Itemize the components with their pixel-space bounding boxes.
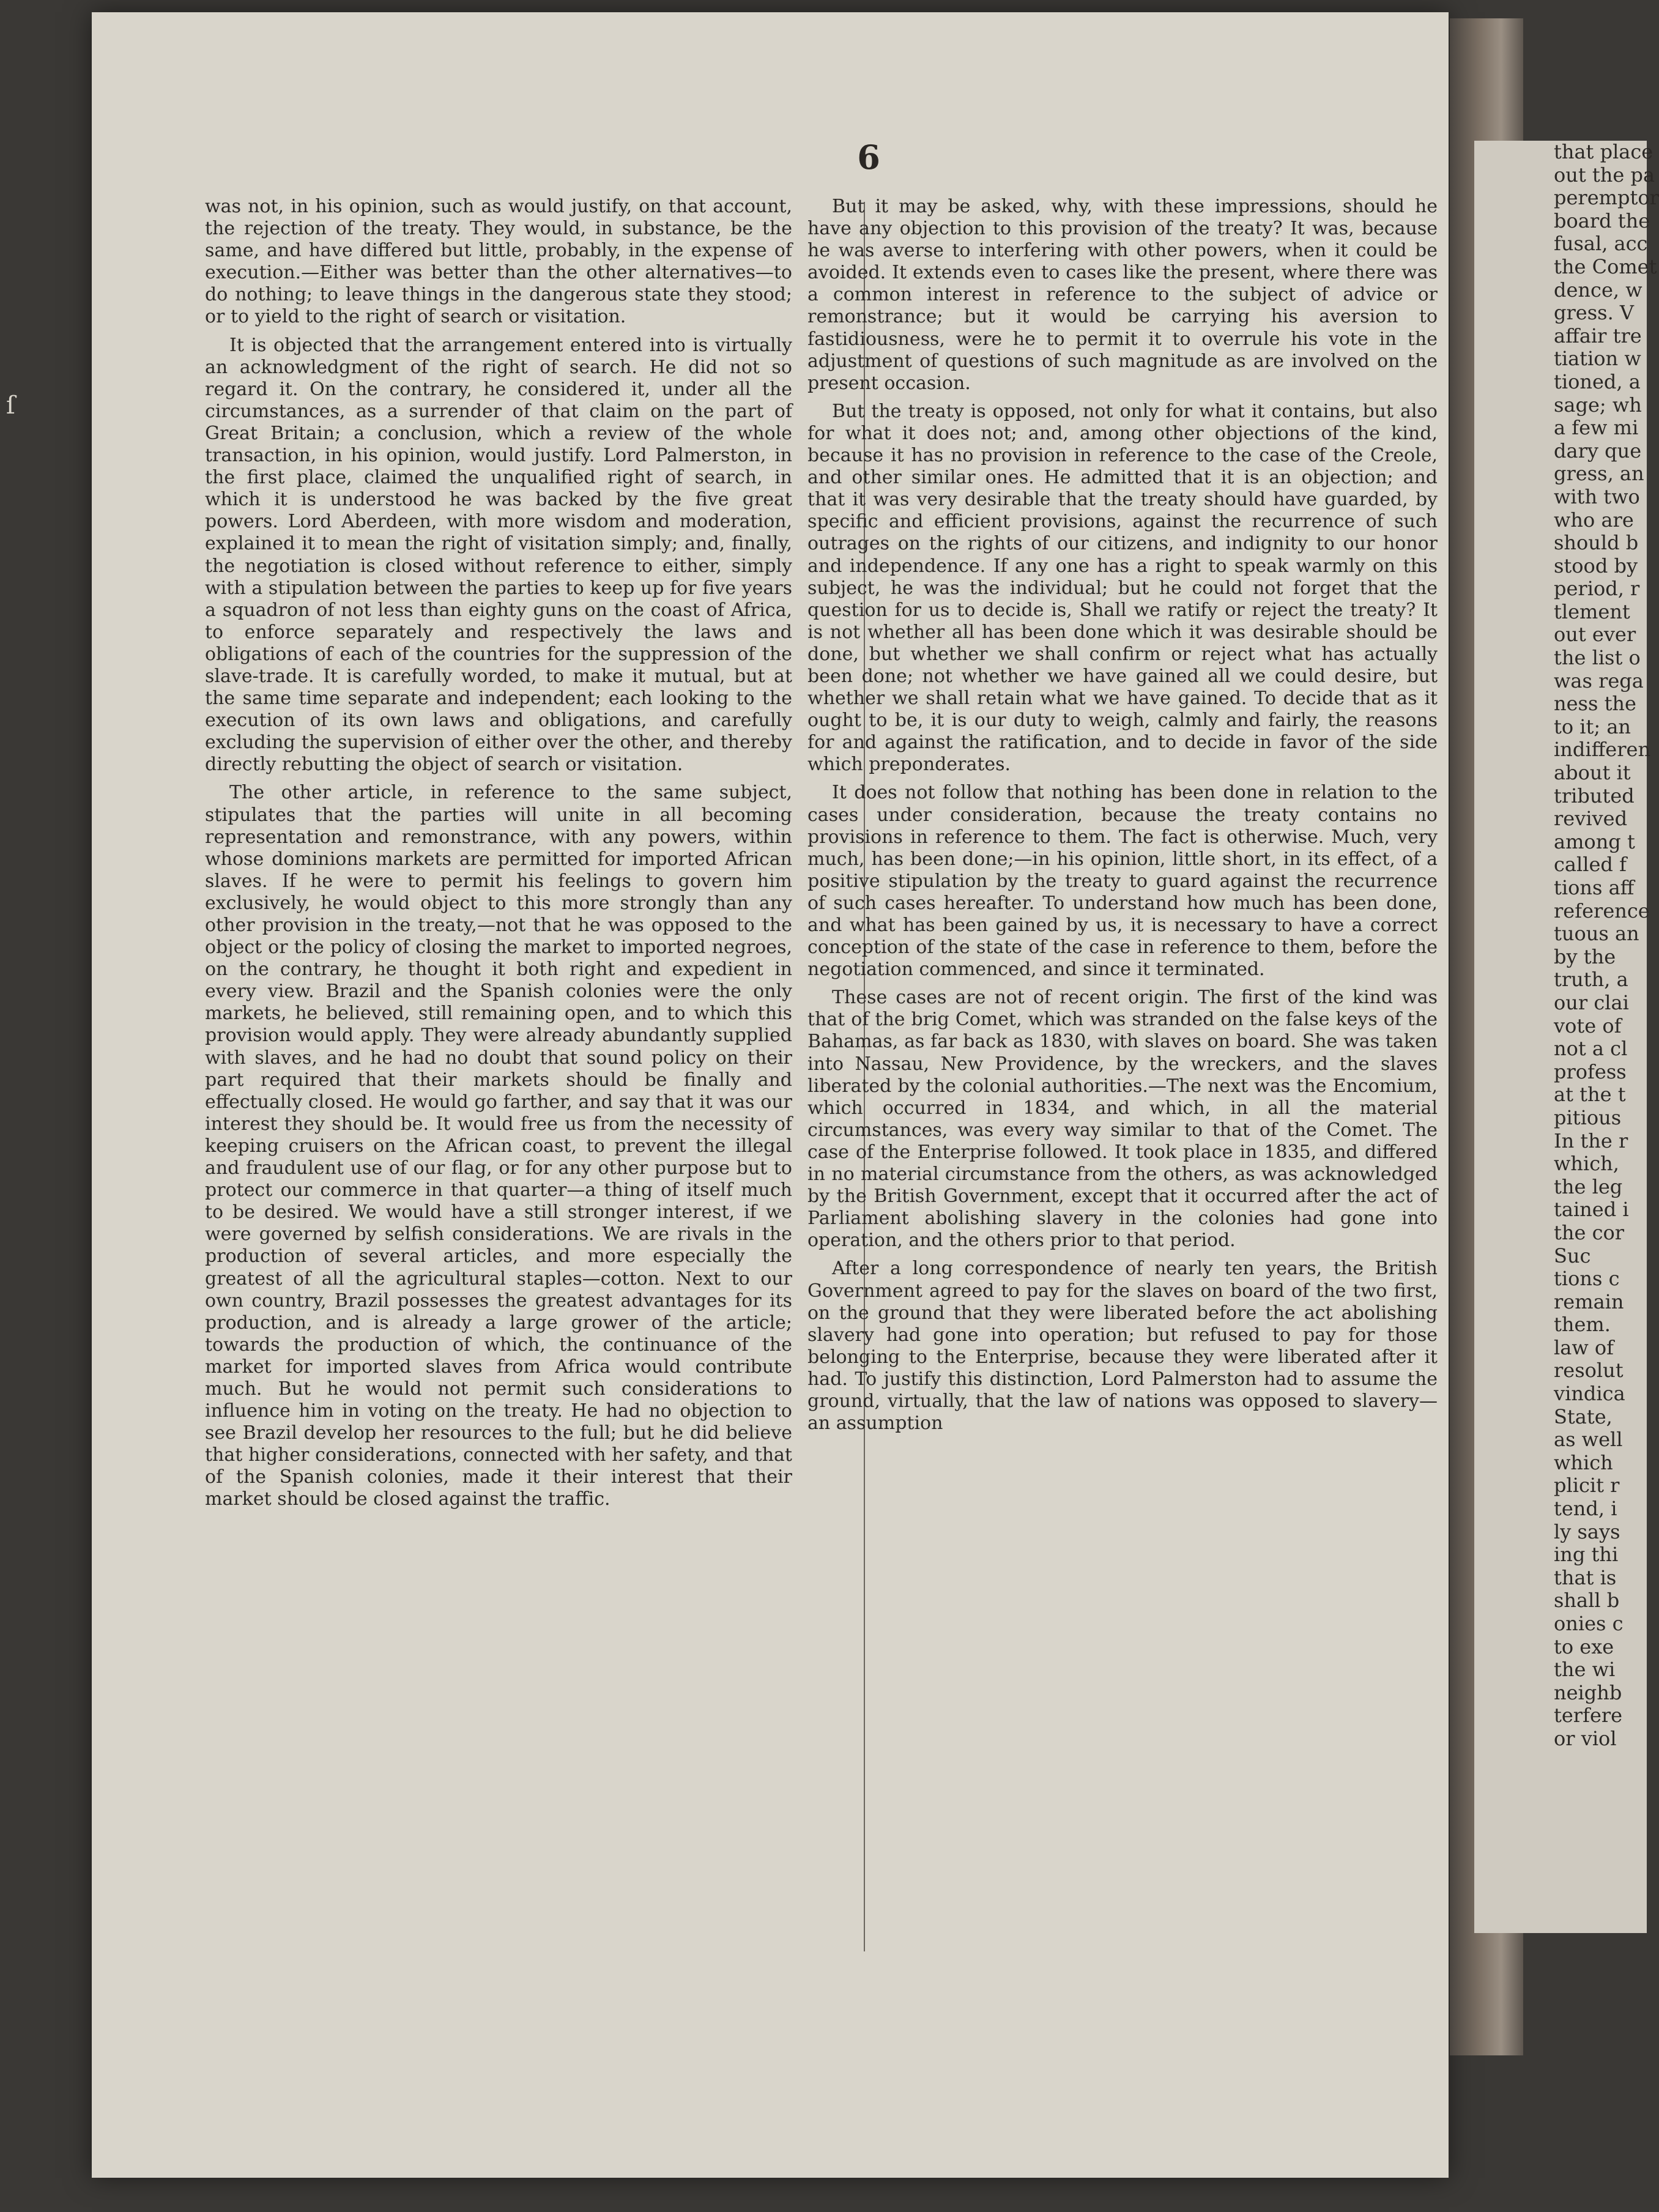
facing-line: about it [1554, 761, 1631, 785]
facing-line: remain [1554, 1290, 1624, 1313]
facing-line: tions aff [1554, 876, 1635, 899]
facing-line: the leg [1554, 1175, 1623, 1198]
facing-line: that is [1554, 1565, 1617, 1589]
facing-line: should b [1554, 531, 1639, 555]
facing-line: tiation w [1554, 347, 1641, 371]
facing-line: tioned, a [1554, 369, 1641, 393]
facing-line: period, r [1554, 577, 1640, 601]
facing-line: vote of [1554, 1014, 1622, 1037]
facing-line: tions c [1554, 1267, 1620, 1291]
facing-line: ly says [1554, 1520, 1620, 1543]
facing-line: not a cl [1554, 1037, 1628, 1061]
facing-line: out ever [1554, 623, 1636, 647]
facing-line: at the t [1554, 1083, 1626, 1107]
facing-line: vindica [1554, 1382, 1625, 1406]
facing-line: was rega [1554, 669, 1644, 692]
facing-line: tlement [1554, 599, 1630, 623]
facing-line: to exe [1554, 1635, 1614, 1658]
facing-line: dence, w [1554, 278, 1642, 302]
facing-line: tend, i [1554, 1497, 1617, 1521]
facing-line: onies c [1554, 1612, 1624, 1635]
facing-line: called f [1554, 853, 1627, 877]
facing-line: or viol [1554, 1726, 1617, 1750]
paragraph: was not, in his opinion, such as would justify, on that account, the rejection of the treaty. They would, in substance, be the same, and have differed but little, probably, in the expense of execution.—Either was better than the other alternatives—to do nothing; to leave things in the dangerous state they stood; or to yield to the right of search or visitation. [205, 196, 792, 328]
paragraph: It is objected that the arrangement entered into is virtually an acknowledgment of the right of search. He did not so regard it. On the contrary, he considered it, under all the circumstances, as a surrender of that claim on the part of Great Britain; a conclusion, which a review of the whole transaction, in his opinion, would justify. Lord Palmerston, in the first place, claimed the unqualified right of search, in which it is understood he was backed by the five great powers. Lord Aberdeen, with more wisdom and moderation, explained it to mean the right of visitation simply; and, finally, the negotiation is closed without reference to either, simply with a stipulation between the parties to keep up for five years a squadron of not less than eighty guns on the coast of Africa, to enforce separately and respectively the laws and obligations of each of the countries for the suppression of the slave-trade. It is carefully worded, to make it mutual, but at the same time separate and independent; each looking to the execution of its own laws and obligations, and carefully excluding the supervision of either over the other, and thereby directly rebutting the object of search or visitation. [205, 334, 792, 776]
facing-line: tuous an [1554, 922, 1639, 946]
facing-line: the list o [1554, 646, 1641, 670]
facing-line: pitious [1554, 1105, 1622, 1129]
facing-line: a few mi [1554, 416, 1639, 440]
paragraph: But it may be asked, why, with these impressions, should he have any objection to this provision of the treaty? It was, because he was averse to interfering with other powers, when it could be avoided. It extends even to cases like the present, where there was a common interest in reference to the subject of advice or remonstrance; but it would be carrying his aversion to fastidiousness, were he to permit it to overrule his vote in the adjustment of questions of such magnitude as are involved on the present occasion. [807, 196, 1438, 394]
facing-line: among t [1554, 830, 1635, 853]
facing-line: fusal, acc [1554, 232, 1648, 256]
facing-line: them. [1554, 1313, 1611, 1337]
facing-line: peremptor [1554, 186, 1659, 210]
paragraph: The other article, in reference to the same subject, stipulates that the parties will unite in all becoming representation and remonstrance, with any powers, within whose dominions markets are permitted for imported African slaves. If he were to permit his feelings to govern him exclusively, he would object to this more strongly than any other provision in the treaty,—not that he was opposed to the object or the policy of closing the market to imported negroes, on the contrary, he thought it both right and expedient in every view. Brazil and the Spanish colonies were the only markets, he believed, still remaining open, and to which this provision would apply. They were already abundantly supplied with slaves, and he had no doubt that sound policy on their part required that their markets should be finally and effectually closed. He would go farther, and say that it was our interest they should be. It would free us from the necessity of keeping cruisers on the African coast, to prevent the illegal and fraudulent use of our flag, or for any other purpose but to protect our commerce in that quarter—a thing of itself much to be desired. We would have a still stronger interest, if we were governed by selfish considerations. We are rivals in the production of several articles, and more especially the greatest of all the agricultural staples—cotton. Next to our own country, Brazil possesses the greatest advantages for its production, and is already a large grower of the article; towards the production of which, the continuance of the market for imported slaves from Africa would contribute much. But he would not permit such considerations to influence him in voting on the treaty. He had no objection to see Brazil develop her resources to the full; but he did believe that higher considerations, connected with her safety, and that of the Spanish colonies, made it their interest that their market should be closed against the traffic. [205, 782, 792, 1510]
facing-line: gress. V [1554, 301, 1635, 325]
facing-line: tributed [1554, 784, 1635, 807]
facing-line: our clai [1554, 990, 1629, 1014]
facing-line: with two [1554, 484, 1640, 508]
facing-line: affair tre [1554, 324, 1642, 347]
paragraph: It does not follow that nothing has been done in relation to the cases under consideration, because the treaty contains no provisions in reference to them. The fact is otherwise. Much, very much, has been done;—in his opinion, little short, in its effect, of a positive stipulation by the treaty to guard against the recurrence of such cases hereafter. To understand how much has been done, and what has been gained by us, it is necessary to have a correct conception of the state of the case in reference to them, before the negotiation commenced, and since it terminated. [807, 782, 1438, 981]
facing-line: terfere [1554, 1704, 1623, 1728]
facing-line: State, [1554, 1405, 1613, 1428]
facing-line: law of [1554, 1335, 1614, 1359]
facing-line: dary que [1554, 439, 1642, 462]
page-number: 6 [857, 138, 880, 177]
facing-line: plicit r [1554, 1474, 1620, 1498]
facing-line: which [1554, 1450, 1613, 1474]
facing-line: as well [1554, 1428, 1623, 1452]
paragraph: These cases are not of recent origin. The first of the kind was that of the brig Comet, which was stranded on the false keys of the Bahamas, as far back as 1830, with slaves on board. She was taken into Nassau, New Providence, by the wreckers, and the slaves liberated by the colonial authorities.—The next was the Encomium, which occurred in 1834, and which, in all the material circumstances, was every way similar to that of the Comet. The case of the Enterprise followed. It took place in 1835, and differed in no material circumstance from the others, as was acknowledged by the British Government, except that it occurred after the act of Parliament abolishing slavery in the colonies had gone into operation, and the others prior to that period. [807, 987, 1438, 1252]
facing-line: which, [1554, 1152, 1619, 1176]
facing-line: the wi [1554, 1658, 1616, 1682]
facing-line: tained i [1554, 1198, 1629, 1222]
facing-line: gress, an [1554, 462, 1644, 486]
facing-line: In the r [1554, 1129, 1628, 1152]
facing-line: shall b [1554, 1589, 1620, 1613]
facing-line: sage; wh [1554, 393, 1642, 417]
facing-line: board the [1554, 209, 1650, 232]
document-page [92, 12, 1449, 2178]
facing-line: the cor [1554, 1220, 1625, 1244]
facing-line: Suc [1554, 1244, 1591, 1267]
left-column [205, 196, 792, 1958]
facing-line: that place [1554, 140, 1653, 163]
paragraph: But the treaty is opposed, not only for what it contains, but also for what it does not; and, among other objections of the kind, because it has no provision in reference to the case of the Creole, and other similar ones. He admitted that it is an objection; and that it was very desirable that the treaty should have guarded, by specific and efficient provisions, against the recurrence of such outrages on the rights of our citizens, and indignity to our honor and independence. If any one has a right to speak warmly on this subject, he was the individual; but he could not forget that the question for us to decide is, Shall we ratify or reject the treaty? It is not whether all has been done which it was desirable should be done, but whether we shall confirm or reject what has actually been done; not whether we have gained all we could desire, but whether we shall retain what we have gained. To decide that as it ought to be, it is our duty to weigh, calmly and fairly, the reasons for and against the ratification, and to decide in favor of the side which preponderates. [807, 400, 1438, 776]
facing-line: stood by [1554, 554, 1638, 577]
facing-page-fragment [1474, 140, 1659, 1933]
facing-line: the Comet [1554, 254, 1657, 278]
facing-line: by the [1554, 945, 1616, 968]
facing-line: indifferen [1554, 738, 1651, 762]
right-column [807, 196, 1438, 1958]
facing-line: truth, a [1554, 968, 1628, 992]
facing-line: to it; an [1554, 714, 1631, 738]
facing-line: reference [1554, 899, 1650, 922]
facing-line: revived [1554, 807, 1628, 831]
facing-line: ing thi [1554, 1543, 1619, 1567]
facing-line: neighb [1554, 1680, 1622, 1704]
paragraph: After a long correspondence of nearly ten years, the British Government agreed to pay for the slaves on board of the two first, on the ground that they were liberated before the act abolishing slavery had gone into operation; but refused to pay for those belonging to the Enterprise, because they were liberated after it had. To justify this distinction, Lord Palmerston had to assume the ground, virtually, that the law of nations was opposed to slavery—an assumption [807, 1258, 1438, 1434]
margin-mark: ſ [6, 392, 15, 420]
facing-line: profess [1554, 1060, 1627, 1083]
facing-line: who are [1554, 508, 1634, 532]
facing-line: out the pa [1554, 163, 1655, 187]
facing-line: resolut [1554, 1359, 1624, 1382]
facing-line: ness the [1554, 692, 1636, 716]
